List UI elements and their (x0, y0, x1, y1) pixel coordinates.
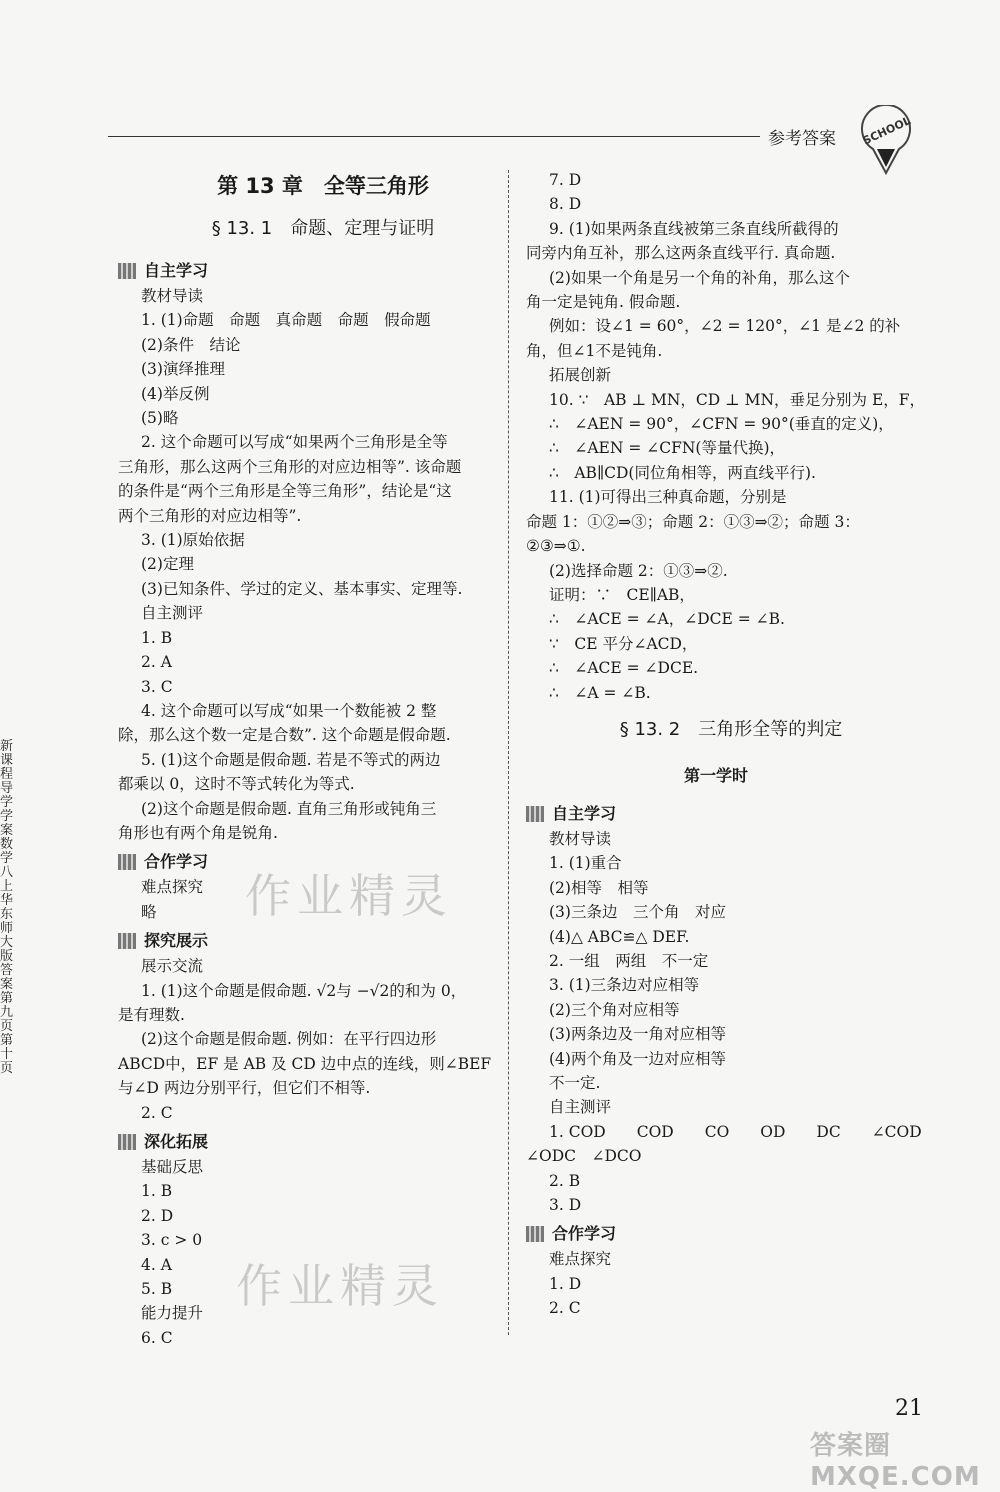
answer-line: (2)条件 结论 (141, 335, 241, 354)
subheading: 自主测评 (141, 604, 204, 623)
subheading: 拓展创新 (549, 366, 612, 385)
column-divider (508, 170, 509, 1335)
answer-line: 角形也有两个角是锐角. (118, 823, 278, 842)
page-number: 21 (895, 1396, 923, 1421)
answer-line: 角一定是钝角. 假命题. (526, 293, 681, 312)
heading-bar-icon (526, 1226, 544, 1242)
subheading: 教材导读 (549, 829, 612, 848)
answer-line: ∠ODC ∠DCO (526, 1147, 642, 1166)
answer-line: ABCD中，EF 是 AB 及 CD 边中点的连线，则∠BEF (118, 1054, 492, 1073)
answer-line: 1. D (549, 1274, 582, 1293)
block-heading: 探究展示 (118, 928, 498, 954)
answer-line: (3)三条边 三个角 对应 (549, 903, 726, 922)
answer-line: ∵ CE 平分∠ACD， (549, 634, 698, 653)
chapter-title: 第 13 章 全等三角形 (217, 174, 429, 198)
answer-line: 1. (1)这个命题是假命题. √2与 −√2的和为 0， (141, 981, 467, 1000)
watermark: 作业精灵 (245, 869, 453, 923)
subheading: 自主测评 (549, 1098, 612, 1117)
answer-line: 3. (1)原始依据 (141, 531, 245, 550)
answer-line: (2)三个角对应相等 (549, 1000, 680, 1019)
answer-line: 2. 这个命题可以写成“如果两个三角形是全等 (141, 433, 448, 452)
left-column (118, 168, 498, 1350)
answer-line: 两个三角形的对应边相等”. (118, 506, 302, 525)
answer-line: 同旁内角互补，那么这两条直线平行. 真命题. (526, 244, 836, 263)
answer-line: 角，但∠1不是钝角. (526, 341, 663, 360)
answer-line: 2. C (141, 1103, 173, 1122)
answer-line: (2)这个命题是假命题. 直角三角形或钝角三 (141, 799, 437, 818)
answer-line: (2)选择命题 2：①③⇒②. (549, 561, 728, 580)
answer-line: (3)演绎推理 (141, 360, 225, 379)
logo-text: SCHOOL (860, 114, 913, 148)
subheading: 难点探究 (141, 878, 204, 897)
block-heading: 自主学习 (118, 258, 498, 284)
answer-line: 三角形，那么这两个三角形的对应边相等”. 该命题 (118, 457, 462, 476)
school-logo-icon (855, 105, 917, 175)
answer-line: 2. D (141, 1206, 174, 1225)
heading-bar-icon (118, 854, 136, 870)
answer-line: 1. (1)命题 命题 真命题 命题 假命题 (141, 311, 431, 330)
subheading: 基础反思 (141, 1158, 204, 1176)
section-title: § 13. 2 三角形全等的判定 (619, 718, 843, 740)
answer-line: 证明：∵ CE∥AB， (549, 585, 695, 604)
answer-line: 1. B (141, 628, 173, 647)
block-heading: 深化拓展 (118, 1129, 498, 1155)
subheading: 展示交流 (141, 957, 204, 976)
block-heading: 合作学习 (526, 1221, 906, 1247)
answer-line: (2)相等 相等 (549, 878, 649, 897)
answer-line: (4)举反例 (141, 384, 210, 403)
answer-line: 2. 一组 两组 不一定 (549, 951, 709, 970)
answer-line: 不一定. (549, 1074, 601, 1092)
answer-line: 1. COD COD CO OD DC ∠COD (549, 1122, 922, 1141)
right-column (526, 168, 926, 1321)
answer-line: 3. (1)三条边对应相等 (549, 976, 700, 995)
answer-line: 2. A (141, 653, 172, 672)
heading-bar-icon (118, 1134, 136, 1150)
subheading: 能力提升 (141, 1304, 204, 1323)
answer-line: 都乘以 0，这时不等式转化为等式. (118, 775, 355, 794)
answer-line: 的条件是“两个三角形是全等三角形”，结论是“这 (118, 482, 452, 501)
answer-line: ∴ ∠A = ∠B. (549, 683, 651, 702)
answer-line: 11. (1)可得出三种真命题，分别是 (549, 488, 787, 507)
header-rule (108, 136, 760, 137)
heading-bar-icon (526, 806, 544, 822)
answer-line: (5)略 (141, 409, 179, 428)
answer-line: 命题 1：①②⇒③；命题 2：①③⇒②；命题 3： (526, 512, 860, 531)
answer-line: ∴ ∠AEN = 90°，∠CFN = 90°(垂直的定义)， (549, 415, 894, 434)
answer-line: 2. C (549, 1299, 581, 1318)
answer-line: 6. C (141, 1328, 173, 1347)
answer-line: 3. D (549, 1196, 582, 1215)
subheading: 教材导读 (141, 287, 204, 305)
answer-line: (4)△ ABC≌△ DEF. (549, 927, 690, 946)
heading-bar-icon (118, 263, 136, 279)
answer-line: ∴ ∠ACE = ∠DCE. (549, 659, 699, 678)
footer-watermark-logo: 答案圈 MXQE.COM (810, 1431, 981, 1492)
answer-line: 与∠D 两边分别平行，但它们不相等. (118, 1079, 371, 1098)
answer-line: 8. D (549, 195, 582, 214)
spine-text: 新课程导学学案数学八上华东师大版答案第九页第十页 (0, 739, 14, 1076)
answer-line: ②③⇒①. (526, 537, 586, 556)
answer-line: 3. C (141, 677, 173, 696)
subheading: 难点探究 (549, 1250, 612, 1269)
answer-line: (4)两个角及一边对应相等 (549, 1049, 726, 1068)
block-heading: 合作学习 (118, 849, 498, 875)
answer-line: 略 (141, 902, 157, 921)
lesson-title: 第一学时 (683, 765, 748, 785)
watermark: 作业精灵 (236, 1259, 444, 1313)
answer-line: 7. D (549, 171, 582, 189)
answer-line: 9. (1)如果两条直线被第三条直线所截得的 (549, 219, 839, 238)
answer-line: (2)定理 (141, 555, 194, 574)
running-head: 参考答案 (768, 129, 836, 149)
answer-line: ∴ AB∥CD(同位角相等，两直线平行). (549, 463, 816, 482)
answer-line: 除，那么这个数一定是合数”. 这个命题是假命题. (118, 726, 451, 745)
answer-line: 5. (1)这个命题是假命题. 若是不等式的两边 (141, 750, 441, 769)
answer-line: 3. c > 0 (141, 1231, 203, 1250)
answer-line: 4. A (141, 1255, 172, 1274)
answer-line: 例如：设∠1 = 60°，∠2 = 120°，∠1 是∠2 的补 (549, 317, 901, 336)
answer-line: 2. B (549, 1171, 581, 1190)
answer-line: 1. (1)重合 (549, 854, 622, 873)
section-title: § 13. 1 命题、定理与证明 (211, 218, 435, 239)
answer-line: (2)如果一个角是另一个角的补角，那么这个 (549, 268, 850, 287)
block-heading: 自主学习 (526, 801, 906, 827)
answer-line: ∴ ∠AEN = ∠CFN(等量代换)， (549, 439, 786, 458)
answer-line: 10. ∵ AB ⊥ MN，CD ⊥ MN，垂足分别为 E，F， (549, 390, 926, 409)
answer-line: 4. 这个命题可以写成“如果一个数能被 2 整 (141, 701, 437, 720)
answer-line: (3)两条边及一角对应相等 (549, 1025, 726, 1044)
heading-bar-icon (118, 933, 136, 949)
answer-line: (2)这个命题是假命题. 例如：在平行四边形 (141, 1030, 437, 1049)
answer-line: 1. B (141, 1182, 173, 1201)
answer-line: ∴ ∠ACE = ∠A，∠DCE = ∠B. (549, 610, 785, 629)
answer-line: 5. B (141, 1280, 173, 1299)
answer-line: 是有理数. (118, 1005, 185, 1024)
answer-line: (3)已知条件、学过的定义、基本事实、定理等. (141, 579, 463, 598)
